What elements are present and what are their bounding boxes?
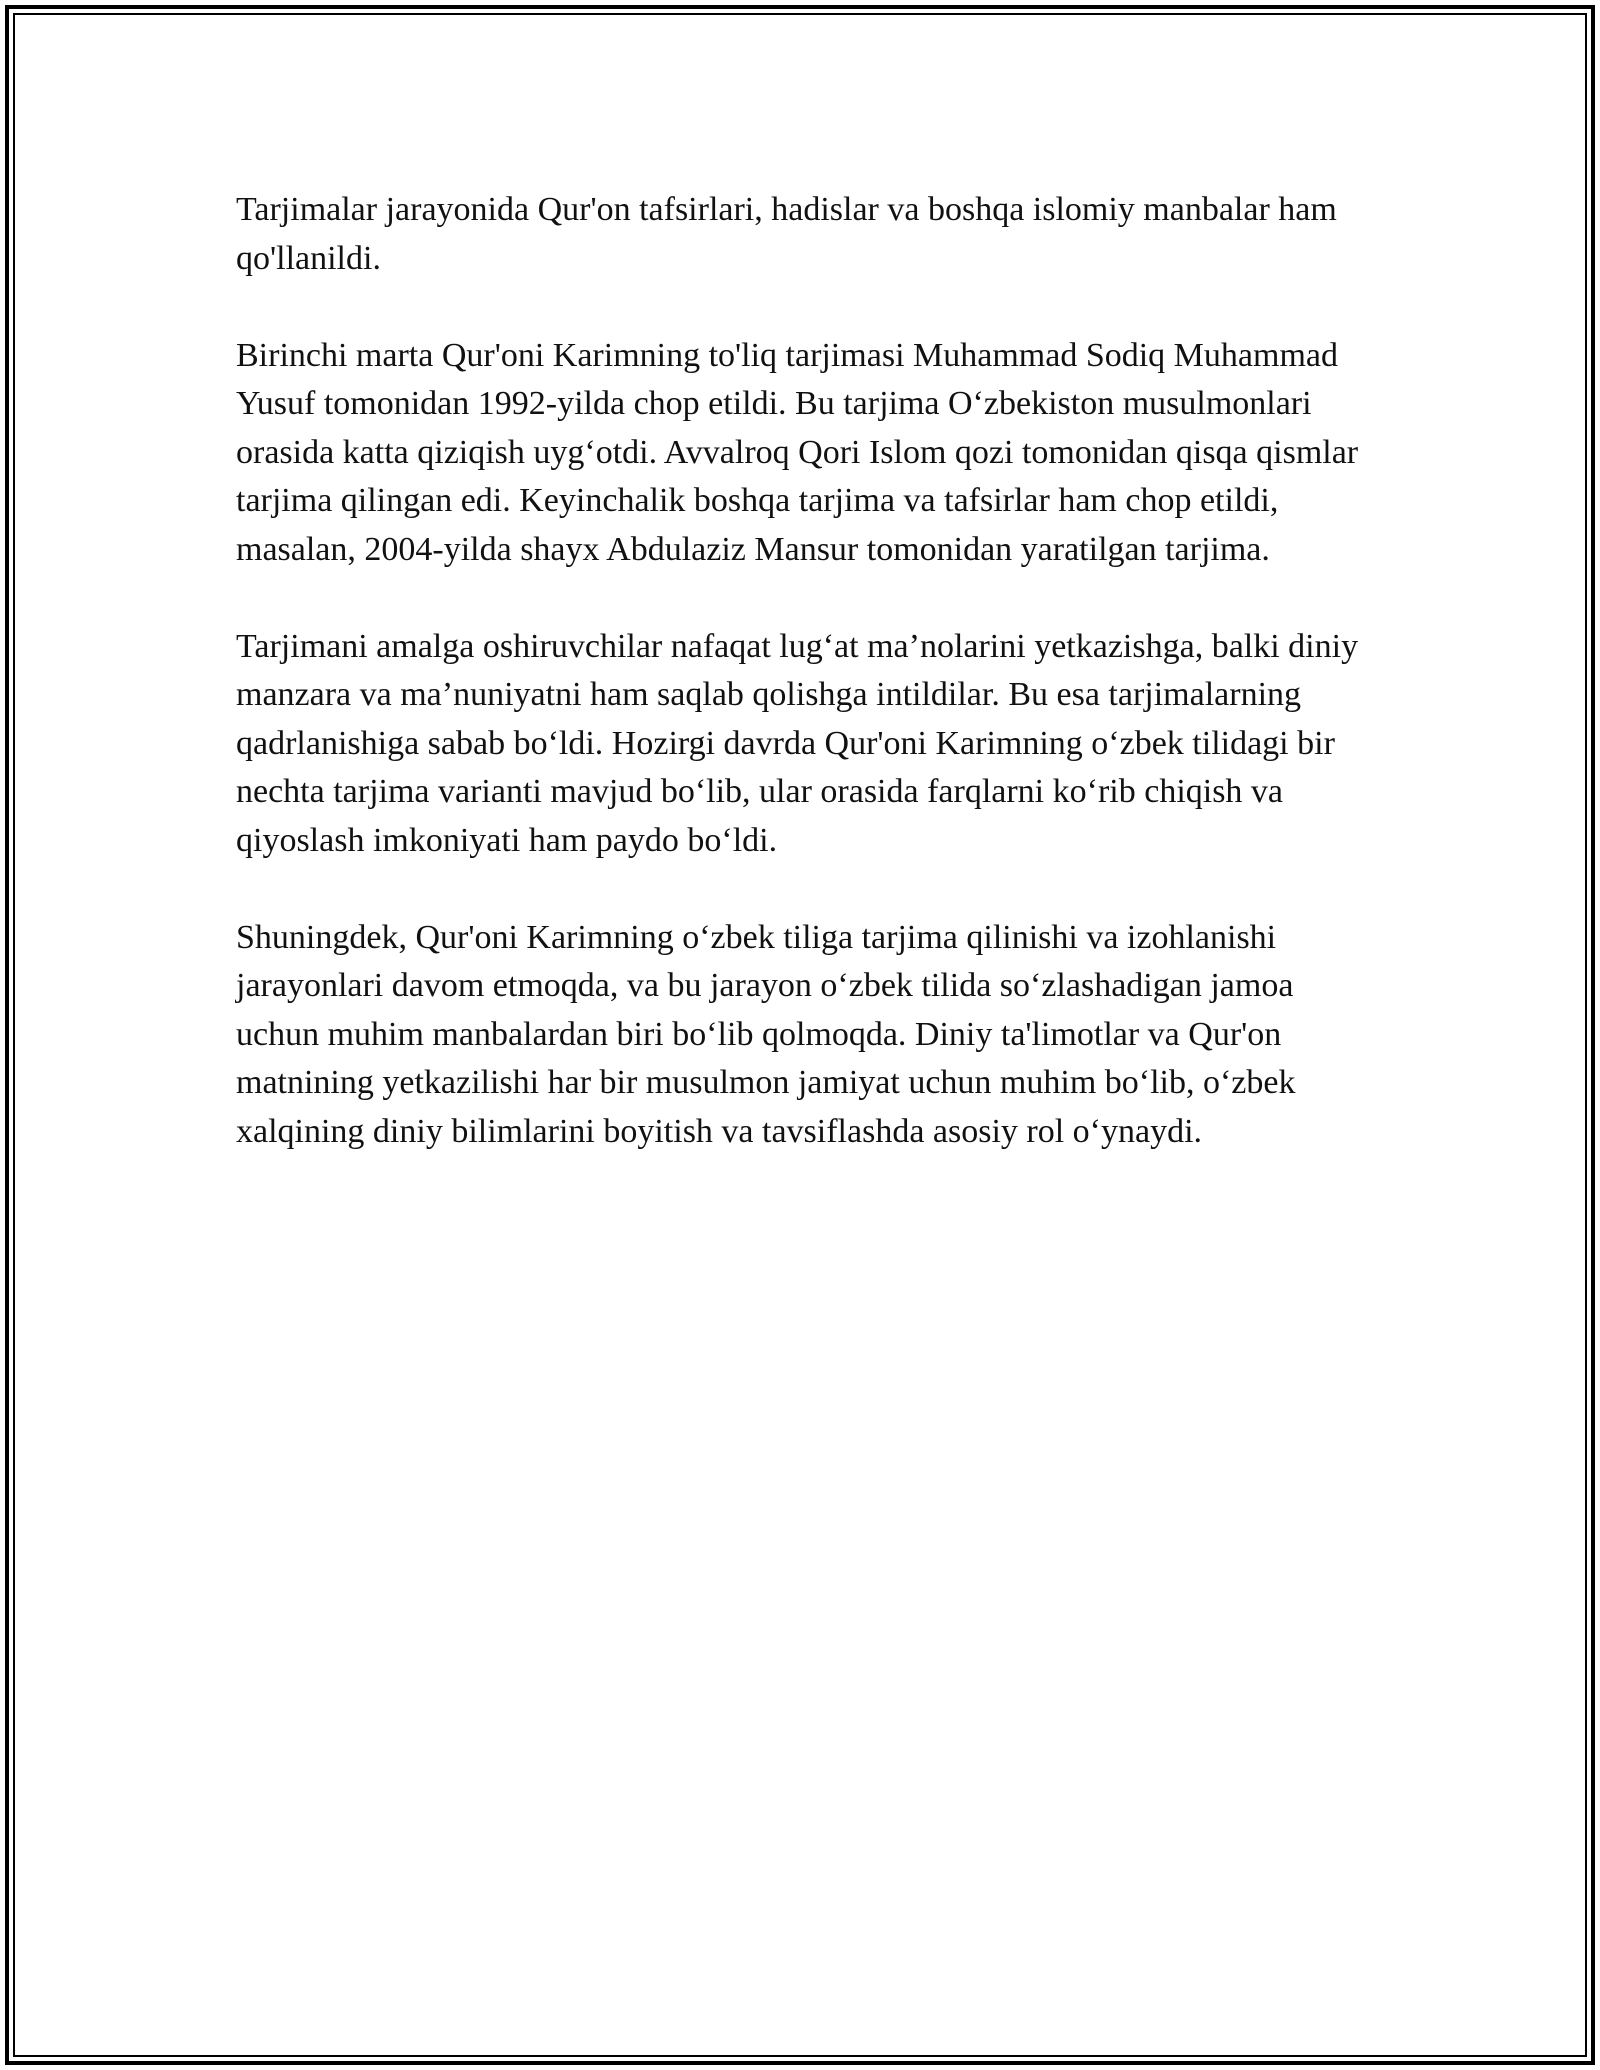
paragraph-2: Birinchi marta Qur'oni Karimning to'liq tarjimasi Muhammad Sodiq Muhammad Yusuf tomonidan 1992-yilda chop etildi. Bu tarjima O‘zbekiston musulmonlari orasida katta qiziqish uyg‘otdi. Avvalroq Qori Islom qozi tomonidan qisqa qismlar tarjima qilingan edi. Keyinchalik boshqa tarjima va tafsirlar ham chop etildi, masalan, 2004-yilda shayx Abdulaziz Mansur tomonidan yaratilgan tarjima. [236,336,1359,568]
paragraph-3: Tarjimani amalga oshiruvchilar nafaqat lug‘at ma’nolarini yetkazishga, balki diniy manzara va ma’nuniyatni ham saqlab qolishga intildilar. Bu esa tarjimalarning qadrlanishiga sabab bo‘ldi. Hozirgi davrda Qur'oni Karimning o‘zbek tilidagi bir nechta tarjima varianti mavjud bo‘lib, ular orasida farqlarni ko‘rib chiqish va qiyoslash imkoniyati ham paydo bo‘ldi. [236,627,1359,859]
paragraph-4: Shuningdek, Qur'oni Karimning o‘zbek tiliga tarjima qilinishi va izohlanishi jarayonlari davom etmoqda, va bu jarayon o‘zbek tilida so‘zlashadigan jamoa uchun muhim manbalardan biri bo‘lib qolmoqda. Diniy ta'limotlar va Qur'on matnining yetkazilishi har bir musulmon jamiyat uchun muhim bo‘lib, o‘zbek xalqining diniy bilimlarini boyitish va tavsiflashda asosiy rol o‘ynaydi. [236,918,1296,1150]
paragraph-1: Tarjimalar jarayonida Qur'on tafsirlari, hadislar va boshqa islomiy manbalar ham qo'llanildi. [236,191,1337,277]
document-body [236,186,1376,1205]
